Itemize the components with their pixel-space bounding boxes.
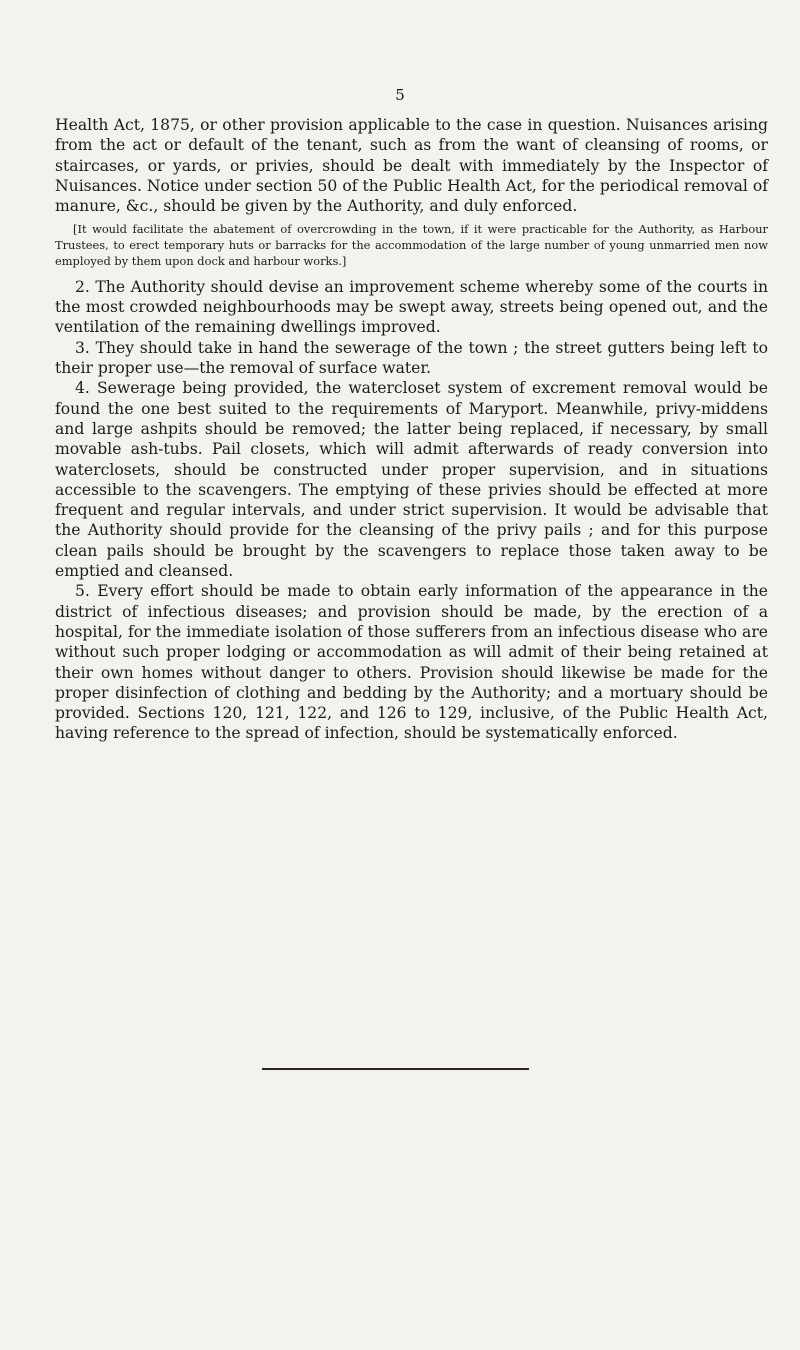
numbered-item-5: 5. Every effort should be made to obtain early information of the appearance in the district of infectious diseases; and provision should be made, by the erection of a hospital, for the immediate isolation of those sufferers from an infectious disease who are without such proper lodging or accommodation as will admit of their being retained at their own homes without danger to others. Provision should likewise be made for the proper disinfection of clothing and bedding by the Authority; and a mortuary should be provided. Sections 120, 121, 122, and 126 to 129, inclusive, of the Public Health Act, having reference to the spread of infection, should be systematically enforced. bbox=[55, 582, 768, 743]
paragraph-continuation: Health Act, 1875, or other provision applicable to the case in question. Nuisances arising from the act or default of the tenant, such as from the want of cleansing of rooms, or staircases, or yards, or privies, should be dealt with immediately by the Inspector of Nuisances. Notice under section 50 of the Public Health Act, for the periodical removal of manure, &c., should be given by the Authority, and duly enforced. bbox=[55, 116, 768, 216]
numbered-item-2: 2. The Authority should devise an improvement scheme whereby some of the courts in the most crowded neighbourhoods may be swept away, streets being opened out, and the ventilation of the remaining dwellings improved. bbox=[55, 277, 768, 337]
page-body bbox=[55, 115, 768, 744]
section-divider-rule bbox=[262, 1068, 529, 1070]
numbered-item-3: 3. They should take in hand the sewerage of the town ; the street gutters being left to their proper use—the removal of surface water. bbox=[55, 338, 768, 378]
numbered-item-4: 4. Sewerage being provided, the watercloset system of excrement removal would be found the one best suited to the requirements of Maryport. Meanwhile, privy-middens and large ashpits should be removed; the latter being replaced, if necessary, by small movable ash-tubs. Pail closets, which will admit afterwards of ready conversion into waterclosets, should be constructed under proper supervision, and in situations accessible to the scavengers. The emptying of these privies should be effected at more frequent and regular intervals, and under strict supervision. It would be advisable that the Authority should provide for the cleansing of the privy pails ; and for this purpose clean pails should be brought by the scavengers to replace those taken away to be emptied and cleansed. bbox=[55, 379, 768, 581]
page-number: 5 bbox=[395, 86, 405, 104]
bracketed-note: [It would facilitate the abatement of overcrowding in the town, if it were practicable for the Authority, as Harbour Trustees, to erect temporary huts or barracks for the accommodation of the large number of young unmarried men now employed by them upon dock and harbour works.] bbox=[55, 222, 768, 269]
